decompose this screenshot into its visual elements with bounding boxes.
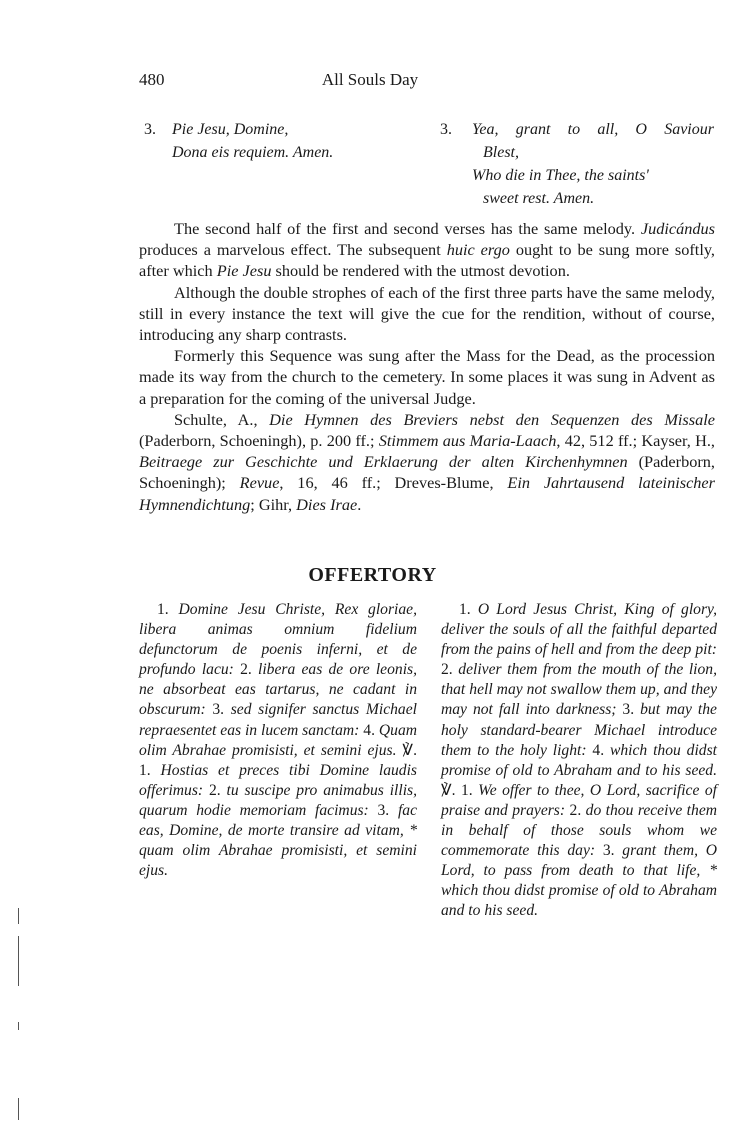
- stanza-number: 3.: [440, 121, 452, 138]
- latin-stanza: [144, 118, 424, 164]
- stanza-word: Saviour: [664, 121, 714, 138]
- english-text-column: [441, 600, 717, 922]
- scan-mark: [18, 936, 19, 986]
- scan-mark: [18, 1022, 19, 1030]
- stanza-line: Pie Jesu, Domine,: [172, 121, 289, 138]
- bibliography: Schulte, A., Die Hymnen des Breviers nebst den Sequenzen des Missale (Paderborn, Schoeningh), p. 200 ff.; Stimmem aus Maria-Laach, 42, 512 ff.; Kayser, H., Beitraege zur Geschichte und Erklaerung der alten Kirchenhymnen (Paderborn, Schoeningh); Revue, 16, 46 ff.; Dreves-Blume, Ein Jahrtausend lateinischer Hymnendichtung; Gihr, Dies Irae.: [139, 409, 716, 514]
- commentary: [139, 218, 715, 515]
- latin-offertory-text: 1. Domine Jesu Christe, Rex gloriae, libera animas omnium fidelium defunctorum de poenis inferni, et de profundo lacu: 2. libera eas de ore leonis, ne absorbeat eas tartarus, ne cadant in obscurum: 3. sed signifer sanctus Michael repraesentet eas in lucem sanctam: 4. Quam olim Abrahae promisisti, et semini ejus. ℣. 1. Hostias et preces tibi Domine laudis offerimus: 2. tu suscipe pro animabus illis, quarum hodie memoriam facimus: 3. fac eas, Domine, de morte transire ad vitam, * quam olim Abrahae promisisti, et semini ejus.: [139, 601, 418, 880]
- stanza-word: Yea,: [472, 121, 499, 138]
- running-title: [0, 70, 740, 90]
- section-title-text: OFFERTORY: [308, 564, 437, 586]
- stanza-line: Blest,: [483, 144, 519, 161]
- scan-mark: [18, 1098, 19, 1120]
- stanza-line: [440, 118, 714, 141]
- stanza-word: all,: [597, 121, 619, 138]
- stanza-word: to: [567, 121, 581, 138]
- stanza-number: 3.: [144, 121, 156, 138]
- paragraph: Although the double strophes of each of the first three parts have the same melody, still in every instance the text will give the cue for the rendition, without of course, introducing any sharp contrasts.: [139, 282, 715, 345]
- scan-mark: [18, 908, 19, 924]
- paragraph: The second half of the first and second verses has the same melody. Judicándus produces a marvelous effect. The subsequent huic ergo ought to be sung more softly, after which Pie Jesu should be rendered with the utmost devotion.: [139, 219, 716, 281]
- page-number: 480: [139, 70, 165, 89]
- stanza-line: Who die in Thee, the saints': [472, 167, 649, 184]
- latin-text-column: [139, 600, 417, 881]
- english-offertory-text: 1. O Lord Jesus Christ, King of glory, deliver the souls of all the faithful departed from the pains of hell and from the deep pit: 2. deliver them from the mouth of the lion, that hell may not swallow them up, and they may not fall into darkness; 3. but may the holy standard-bearer Michael introduce them to the holy light: 4. which thou didst promise of old to Abraham and to his seed. ℣. 1. We offer to thee, O Lord, sacrifice of praise and prayers: 2. do thou receive them in behalf of those souls whom we commemorate this day: 3. grant them, O Lord, to pass from death to that life, * which thou didst promise of old to Abraham and to his seed.: [441, 601, 718, 920]
- section-title: [0, 564, 740, 587]
- stanza-line: Dona eis requiem. Amen.: [172, 144, 334, 161]
- paragraph: Formerly this Sequence was sung after the Mass for the Dead, as the procession made its way from the church to the cemetery. In some places it was sung in Advent as a preparation for the coming of the universal Judge.: [139, 346, 715, 408]
- stanza-word: O: [635, 121, 647, 138]
- stanza-line: sweet rest. Amen.: [483, 190, 595, 207]
- running-title-text: All Souls Day: [321, 70, 419, 89]
- english-stanza: [440, 118, 714, 210]
- stanza-word: grant: [515, 121, 551, 138]
